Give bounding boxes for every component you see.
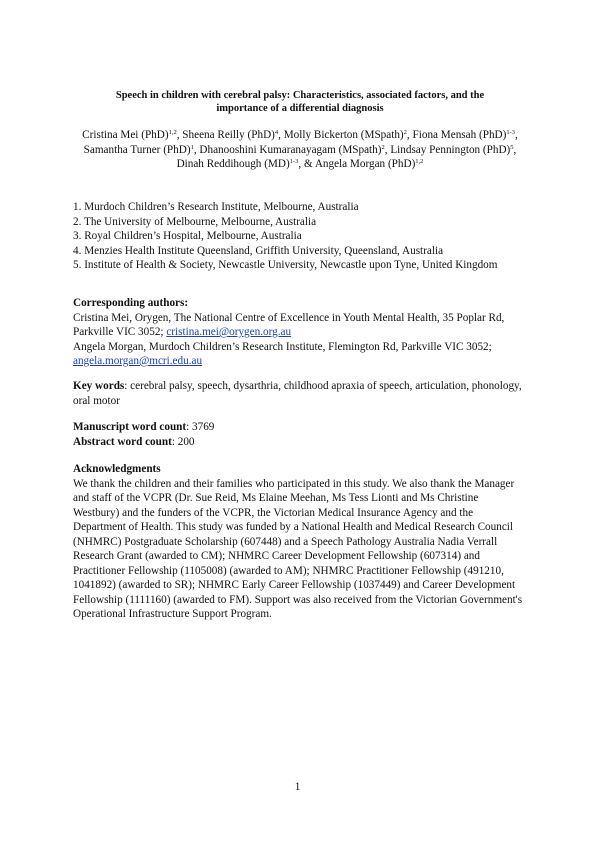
abstract-word-count-value: : 200 <box>171 435 195 448</box>
author-separator: , <box>176 129 183 141</box>
author-name: Angela Morgan (PhD) <box>314 158 416 170</box>
page-number: 1 <box>294 781 301 793</box>
acknowledgments-heading: Acknowledgments <box>73 463 161 475</box>
author-affiliation-marker: 2 <box>381 143 385 151</box>
author-affiliation-marker: 4 <box>274 129 279 136</box>
affiliation-item: 2. The University of Melbourne, Melbourne, Australia <box>73 215 317 228</box>
paper-title-line-2: importance of a differential diagnosis <box>216 103 384 114</box>
author-separator: , <box>193 143 200 156</box>
author-name: Sheena Reilly (PhD) <box>182 129 275 141</box>
corresponding-author-2 <box>73 340 523 369</box>
author-name: Cristina Mei (PhD) <box>82 129 169 141</box>
author-affiliation-marker: 5 <box>510 143 514 151</box>
manuscript-word-count <box>73 420 523 435</box>
email-link-2[interactable]: angela.morgan@mcri.edu.au <box>73 355 203 367</box>
author-affiliation-marker: 1,2 <box>415 158 424 165</box>
author-affiliation-marker: 1 <box>190 143 194 151</box>
author-separator: , <box>278 129 284 141</box>
manuscript-word-count-label: Manuscript word count <box>73 421 187 433</box>
author-separator: , <box>515 129 518 141</box>
author-affiliation-marker: 2 <box>403 129 407 136</box>
paper-title <box>80 89 520 115</box>
word-counts <box>73 420 523 449</box>
author-affiliation-marker: 1-3 <box>506 129 516 136</box>
author-name: Dinah Reddihough (MD) <box>176 158 290 170</box>
paper-title-line-1: Speech in children with cerebral palsy: Characteristics, associated factors, and the <box>115 90 485 101</box>
author-name: Samantha Turner (PhD) <box>83 143 191 156</box>
corresponding-author-1-text: Cristina Mei, Orygen, The National Centre of Excellence in Youth Mental Health, 35 Poplar Rd, Parkville VIC 3052; <box>73 311 505 338</box>
acknowledgments-section <box>73 462 523 622</box>
affiliation-list <box>73 200 533 273</box>
abstract-word-count <box>73 435 523 450</box>
author-list <box>76 128 524 172</box>
affiliation-item: 1. Murdoch Children’s Research Institute, Melbourne, Australia <box>73 201 359 213</box>
corresponding-author-1 <box>73 311 523 340</box>
author-affiliation-marker: 1-3 <box>289 158 299 165</box>
corresponding-heading: Corresponding authors: <box>73 297 189 309</box>
acknowledgments-text: We thank the children and their families who participated in this study. We also thank the Manager and staff of the VCPR (Dr. Sue Reid, Ms Elaine Meehan, Ms Tess Lionti and Ms Christine Westbury) and the funders of the VCPR, the Victorian Medical Insurance Agency and the Department of Health. This study was funded by a National Health and Medical Research Council (NHMRC) Postgraduate Scholarship (607448) and a Speech Pathology Australia Nadia Verrall Research Grant (awarded to CM); NHMRC Career Development Fellowship (607314) and Practitioner Fellowship (1105008) (awarded to AM); NHMRC Practitioner Fellowship (491210, 1041892) (awarded to SR); NHMRC Early Career Fellowship (1037449) and Career Development Fellowship (1111160) (awarded to FM). Support was also received from the Victorian Government's Operational Infrastructure Support Program. <box>73 477 523 620</box>
author-separator: , <box>513 143 517 156</box>
corresponding-authors <box>73 296 523 369</box>
affiliation-item: 4. Menzies Health Institute Queensland, Griffith University, Queensland, Australia <box>73 244 444 257</box>
manuscript-word-count-value: : 3769 <box>186 421 215 433</box>
author-name: Dhanooshini Kumaranayagam (MSpath) <box>199 143 382 156</box>
author-affiliation-marker: 1,2 <box>168 129 177 136</box>
affiliation-item: 3. Royal Children’s Hospital, Melbourne, Australia <box>73 230 302 242</box>
keywords-text: : cerebral palsy, speech, dysarthria, childhood apraxia of speech, articulation, phonology, oral motor <box>73 380 522 407</box>
keywords <box>73 379 523 408</box>
author-separator: , & <box>298 158 315 170</box>
email-link-1[interactable]: cristina.mei@orygen.org.au <box>166 326 292 338</box>
author-separator: , <box>406 129 413 141</box>
author-name: Fiona Mensah (PhD) <box>412 129 507 141</box>
abstract-word-count-label: Abstract word count <box>73 435 172 448</box>
affiliation-item: 5. Institute of Health & Society, Newcastle University, Newcastle upon Tyne, United Kingdom <box>73 259 498 271</box>
author-separator: , <box>384 143 391 156</box>
author-name: Lindsay Pennington (PhD) <box>390 143 511 156</box>
author-name: Molly Bickerton (MSpath) <box>283 129 404 141</box>
keywords-label: Key words <box>73 380 125 392</box>
corresponding-author-2-text: Angela Morgan, Murdoch Children’s Research Institute, Flemington Rd, Parkville VIC 3052; <box>73 340 492 353</box>
